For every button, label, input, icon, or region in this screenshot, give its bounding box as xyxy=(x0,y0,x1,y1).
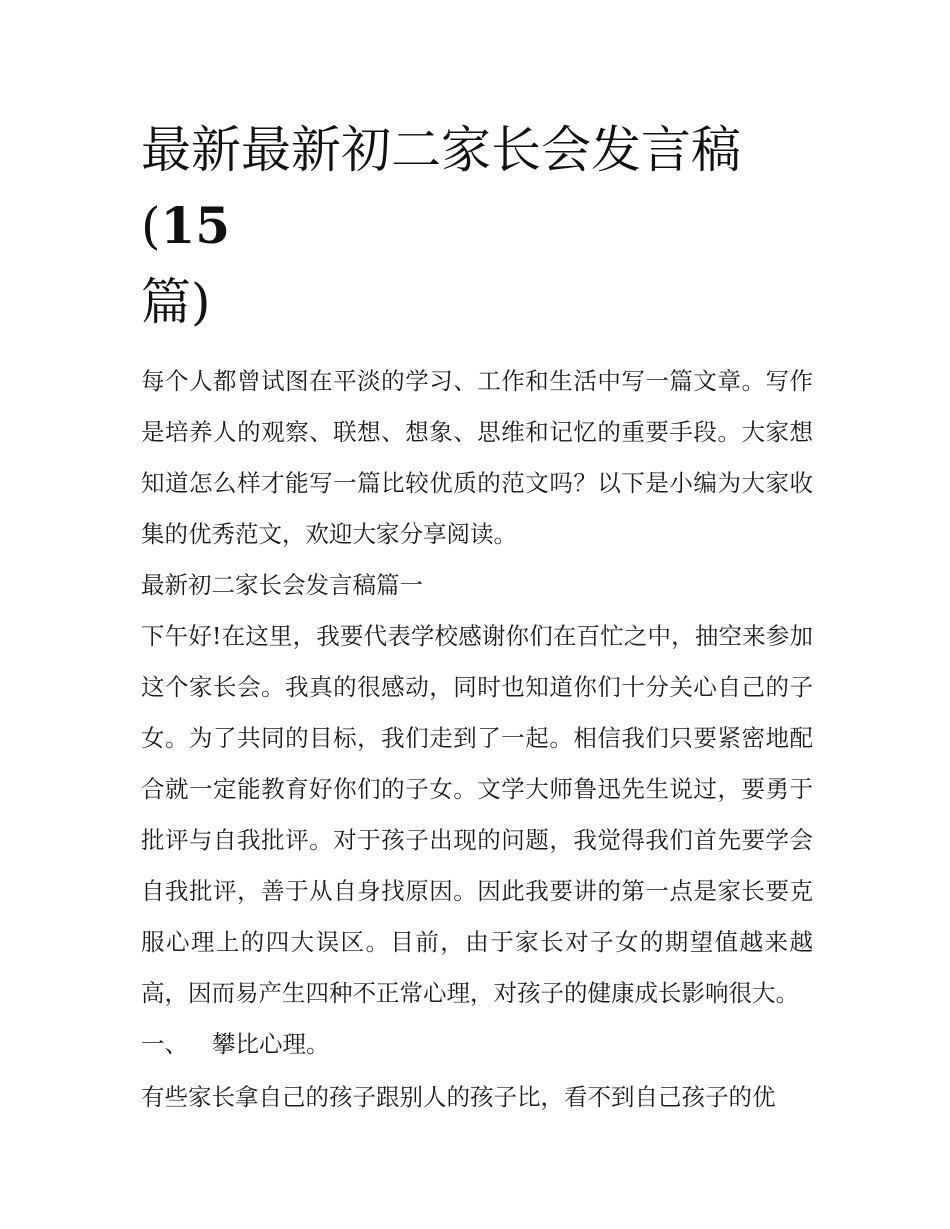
section-heading: 最新初二家长会发言稿篇一 xyxy=(141,571,423,599)
list-item-text: 攀比心理。 xyxy=(212,1030,330,1058)
document-title xyxy=(141,112,813,340)
title-tail: 篇) xyxy=(141,273,211,331)
last-paragraph: 有些家长拿自己的孩子跟别人的孩子比，看不到自己孩子的优 xyxy=(141,1083,776,1111)
title-main: 最新最新初二家长会发言稿( xyxy=(141,121,741,255)
list-item-number: 一、 xyxy=(141,1030,188,1058)
intro-paragraph: 每个人都曾试图在平淡的学习、工作和生活中写一篇文章。写作是培养人的观察、联想、想象、思维和记忆的重要手段。大家想知道怎么样才能写一篇比较优质的范文吗？以下是小编为大家收集的优秀范文，欢迎大家分享阅读。 xyxy=(141,367,813,548)
list-item xyxy=(141,1019,813,1070)
document-content xyxy=(141,112,813,1123)
speech-paragraph: 下午好!在这里，我要代表学校感谢你们在百忙之中，抽空来参加这个家长会。我真的很感动，同时也知道你们十分关心自己的子女。为了共同的目标，我们走到了一起。相信我们只要紧密地配合就一定能教育好你们的子女。文学大师鲁迅先生说过，要勇于批评与自我批评。对于孩子出现的问题，我觉得我们首先要学会自我批评，善于从自身找原因。因此我要讲的第一点是家长要克服心理上的四大误区。目前，由于家长对子女的期望值越来越高，因而易产生四种不正常心理，对孩子的健康成长影响很大。 xyxy=(141,622,813,1007)
title-number: 15 xyxy=(160,196,231,255)
